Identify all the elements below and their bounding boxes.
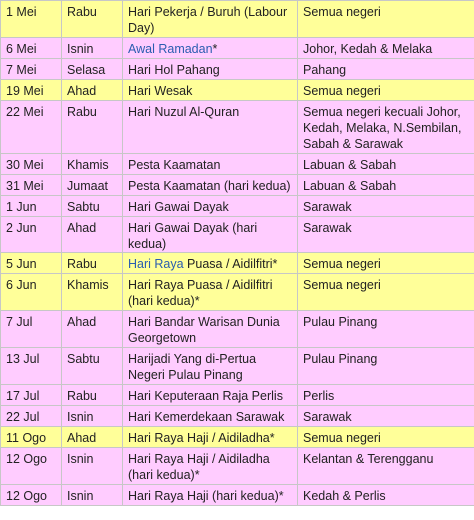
date-cell: 7 Jul <box>1 311 62 348</box>
states-cell: Semua negeri <box>298 1 474 38</box>
day-cell: Isnin <box>62 448 123 485</box>
date-cell: 22 Mei <box>1 101 62 154</box>
date-cell: 7 Mei <box>1 59 62 80</box>
states-cell: Semua negeri kecuali Johor, Kedah, Melaka, N.Sembilan, Sabah & Sarawak <box>298 101 474 154</box>
states-cell: Perlis <box>298 385 474 406</box>
date-cell: 6 Jun <box>1 274 62 311</box>
day-cell: Isnin <box>62 485 123 506</box>
day-cell: Sabtu <box>62 196 123 217</box>
table-row <box>1 253 474 274</box>
date-cell: 12 Ogo <box>1 448 62 485</box>
day-cell: Rabu <box>62 253 123 274</box>
states-cell: Labuan & Sabah <box>298 175 474 196</box>
states-cell: Kelantan & Terengganu <box>298 448 474 485</box>
date-cell: 17 Jul <box>1 385 62 406</box>
holiday-name-cell: Hari Raya Haji / Aidiladha (hari kedua)* <box>123 448 298 485</box>
day-cell: Ahad <box>62 80 123 101</box>
holiday-name-cell: Hari Gawai Dayak <box>123 196 298 217</box>
table-row <box>1 38 474 59</box>
day-cell: Jumaat <box>62 175 123 196</box>
holiday-name-cell: Hari Bandar Warisan Dunia Georgetown <box>123 311 298 348</box>
table-row <box>1 385 474 406</box>
table-row <box>1 154 474 175</box>
states-cell: Pulau Pinang <box>298 311 474 348</box>
table-row <box>1 274 474 311</box>
date-cell: 13 Jul <box>1 348 62 385</box>
day-cell: Rabu <box>62 385 123 406</box>
table-row <box>1 311 474 348</box>
holiday-name-cell: Harijadi Yang di-Pertua Negeri Pulau Pinang <box>123 348 298 385</box>
holiday-name-cell: Hari Pekerja / Buruh (Labour Day) <box>123 1 298 38</box>
holiday-name-cell: Hari Gawai Dayak (hari kedua) <box>123 217 298 253</box>
states-cell: Labuan & Sabah <box>298 154 474 175</box>
holiday-name-cell: Hari Kemerdekaan Sarawak <box>123 406 298 427</box>
table-row <box>1 59 474 80</box>
day-cell: Isnin <box>62 38 123 59</box>
day-cell: Rabu <box>62 101 123 154</box>
holiday-name-cell: Hari Hol Pahang <box>123 59 298 80</box>
holiday-name-cell: Hari Nuzul Al-Quran <box>123 101 298 154</box>
states-cell: Semua negeri <box>298 427 474 448</box>
table-row <box>1 348 474 385</box>
day-cell: Selasa <box>62 59 123 80</box>
day-cell: Ahad <box>62 311 123 348</box>
states-cell: Sarawak <box>298 217 474 253</box>
day-cell: Ahad <box>62 217 123 253</box>
table-row <box>1 427 474 448</box>
date-cell: 31 Mei <box>1 175 62 196</box>
holiday-name-suffix: Puasa / Aidilfitri* <box>183 257 278 271</box>
states-cell: Sarawak <box>298 406 474 427</box>
states-cell: Semua negeri <box>298 253 474 274</box>
day-cell: Khamis <box>62 154 123 175</box>
day-cell: Isnin <box>62 406 123 427</box>
table-row <box>1 101 474 154</box>
table-row <box>1 196 474 217</box>
date-cell: 11 Ogo <box>1 427 62 448</box>
table-row <box>1 80 474 101</box>
date-cell: 1 Jun <box>1 196 62 217</box>
table-row <box>1 175 474 196</box>
date-cell: 5 Jun <box>1 253 62 274</box>
holiday-link[interactable]: Hari Raya <box>128 257 184 271</box>
holiday-name-suffix: * <box>212 42 218 56</box>
holiday-name-cell: Hari Wesak <box>123 80 298 101</box>
holiday-name-cell: Hari Raya Haji (hari kedua)* <box>123 485 298 506</box>
day-cell: Khamis <box>62 274 123 311</box>
holiday-name-cell: Hari Raya Haji / Aidiladha* <box>123 427 298 448</box>
date-cell: 2 Jun <box>1 217 62 253</box>
date-cell: 30 Mei <box>1 154 62 175</box>
day-cell: Sabtu <box>62 348 123 385</box>
table-row <box>1 485 474 506</box>
states-cell: Pulau Pinang <box>298 348 474 385</box>
table-row <box>1 217 474 253</box>
holiday-name-cell: Hari Raya Puasa / Aidilfitri (hari kedua)* <box>123 274 298 311</box>
states-cell: Semua negeri <box>298 274 474 311</box>
holiday-name-cell: Pesta Kaamatan (hari kedua) <box>123 175 298 196</box>
date-cell: 6 Mei <box>1 38 62 59</box>
date-cell: 19 Mei <box>1 80 62 101</box>
holiday-name-cell <box>123 38 298 59</box>
states-cell: Kedah & Perlis <box>298 485 474 506</box>
date-cell: 1 Mei <box>1 1 62 38</box>
states-cell: Semua negeri <box>298 80 474 101</box>
states-cell: Sarawak <box>298 196 474 217</box>
states-cell: Johor, Kedah & Melaka <box>298 38 474 59</box>
table-row <box>1 406 474 427</box>
date-cell: 22 Jul <box>1 406 62 427</box>
holiday-name-cell: Pesta Kaamatan <box>123 154 298 175</box>
day-cell: Ahad <box>62 427 123 448</box>
states-cell: Pahang <box>298 59 474 80</box>
date-cell: 12 Ogo <box>1 485 62 506</box>
table-row <box>1 1 474 38</box>
holiday-name-cell <box>123 253 298 274</box>
day-cell: Rabu <box>62 1 123 38</box>
holiday-name-cell: Hari Keputeraan Raja Perlis <box>123 385 298 406</box>
table-row <box>1 448 474 485</box>
holiday-link[interactable]: Awal Ramadan <box>128 42 213 56</box>
